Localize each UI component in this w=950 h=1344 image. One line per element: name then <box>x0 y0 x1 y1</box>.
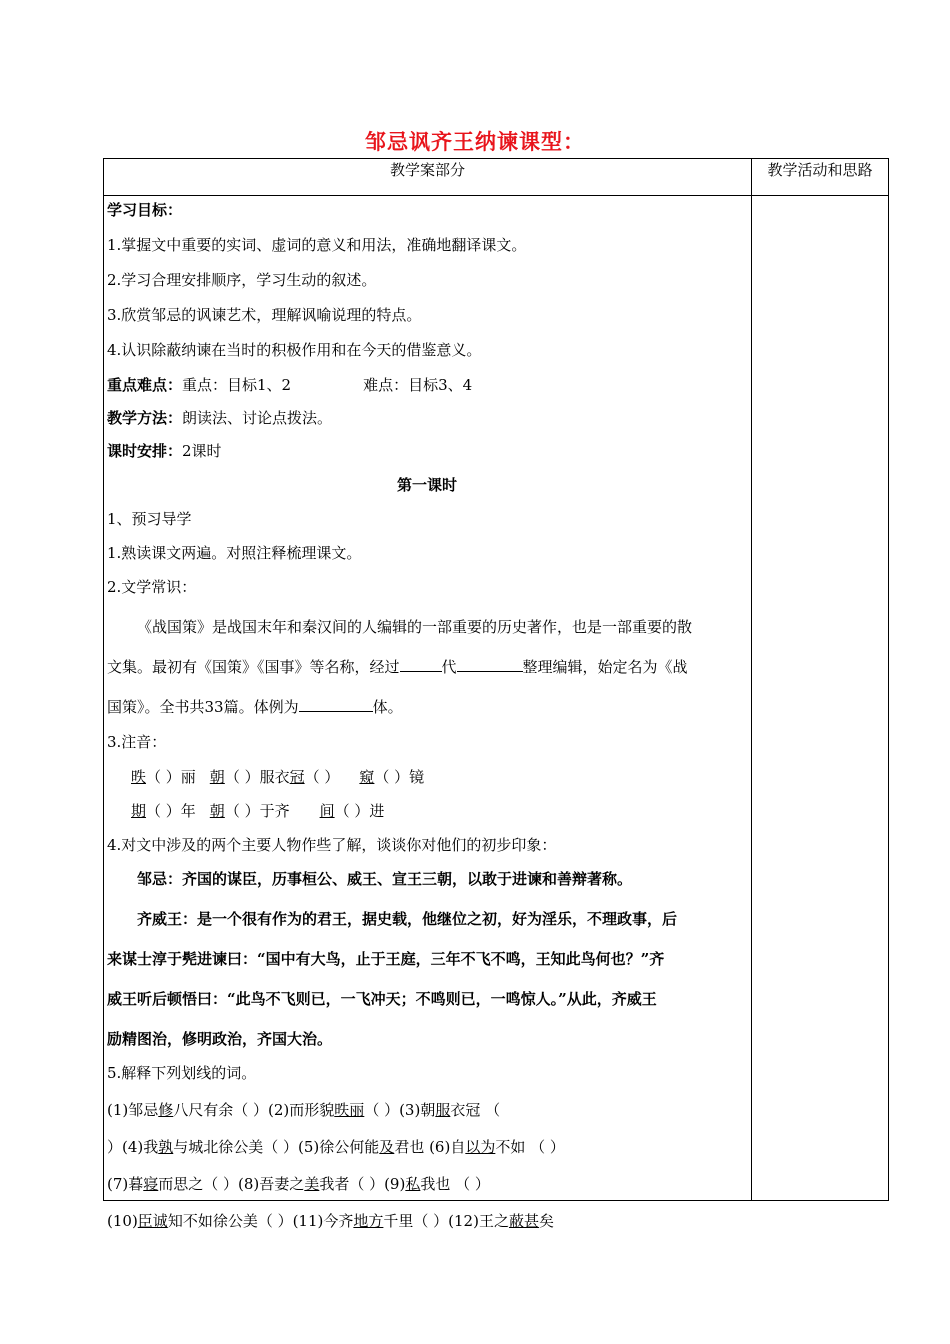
text-segment: (7)暮 <box>107 1175 144 1193</box>
page-title: 邹忌讽齐王纳谏课型： <box>365 130 585 154</box>
keypoints-line <box>104 375 751 395</box>
pinyin-blank: （ ）年 <box>146 802 196 820</box>
text-segment: (1)邹忌 <box>107 1101 159 1119</box>
lesson-heading: 第一课时 <box>396 476 457 494</box>
schedule-label: 课时安排： <box>107 442 183 460</box>
underlined-word: 私 <box>405 1175 421 1193</box>
pinyin-row <box>104 767 751 787</box>
table-header-row <box>104 159 889 196</box>
underlined-word: 臣诚 <box>137 1212 168 1230</box>
pinyin-blank: （ ）镜 <box>374 768 425 786</box>
explain-title: 5.解释下列划线的词。 <box>107 1064 257 1082</box>
figure-weiwang: 来谋士淳于髡进谏曰：“国中有大鸟，止于王庭，三年不飞不鸣，王知此鸟何也？”齐 <box>107 950 665 968</box>
goal-item: 4.认识除蔽纳谏在当时的积极作用和在今天的借鉴意义。 <box>107 341 482 359</box>
fill-blank[interactable] <box>400 657 442 672</box>
pinyin-char: 昳 <box>131 768 147 786</box>
explain-row <box>104 1137 751 1157</box>
method-line <box>104 408 751 428</box>
text-segment: 八尺有余（ ）(2)而形貌 <box>173 1101 335 1119</box>
lesson-plan-table <box>103 158 889 1230</box>
underlined-word: 及 <box>379 1138 395 1156</box>
text-segment: 矣 <box>538 1212 554 1230</box>
preview-item: 2.文学常识： <box>107 578 197 596</box>
pinyin-char: 窥 <box>359 768 375 786</box>
keypoints-hard: 难点：目标3、4 <box>363 376 473 394</box>
text-segment: 君也 (6)自 <box>394 1138 466 1156</box>
text-segment: （ ）(3)朝 <box>364 1101 436 1119</box>
text-segment: 衣冠 （ <box>450 1101 501 1119</box>
literature-line <box>104 657 751 677</box>
plan-content-cell <box>104 196 752 1230</box>
underlined-word: 美 <box>304 1175 320 1193</box>
figure-zouji: 邹忌：齐国的谋臣，历事桓公、威王、宣王三朝，以敢于进谏和善辩著称。 <box>137 870 633 888</box>
pinyin-char: 期 <box>131 802 147 820</box>
keypoints-key: 重点：目标1、2 <box>182 376 292 394</box>
text-segment: 我者（ ）(9) <box>319 1175 406 1193</box>
literature-line <box>104 697 751 717</box>
text-segment: 国策》。全书共33篇。体例为 <box>107 698 299 716</box>
pinyin-blank: （ ）服衣 <box>224 768 290 786</box>
text-segment: 代 <box>441 658 457 676</box>
figure-weiwang: 齐威王：是一个很有作为的君王，据史载，他继位之初，好为淫乐，不理政事，后 <box>137 910 678 928</box>
text-segment: 我也 （ ） <box>420 1175 490 1193</box>
text-segment: 与城北徐公美（ ）(5)徐公何能 <box>173 1138 380 1156</box>
goals-label: 学习目标： <box>107 201 183 219</box>
underlined-word: 地方 <box>353 1212 384 1230</box>
text-segment: 整理编辑，始定名为《战 <box>522 658 688 676</box>
goal-item: 3.欣赏邹忌的讽谏艺术，理解讽喻说理的特点。 <box>107 306 422 324</box>
schedule-text: 2课时 <box>182 442 222 460</box>
header-activity: 教学活动和思路 <box>752 159 889 196</box>
pinyin-char: 朝 <box>209 802 225 820</box>
figure-weiwang: 威王听后顿悟曰：“此鸟不飞则已，一飞冲天；不鸣则已，一鸣惊人。”从此，齐威王 <box>107 990 657 1008</box>
method-label: 教学方法： <box>107 409 183 427</box>
figure-weiwang: 励精图治，修明政治，齐国大治。 <box>107 1030 333 1048</box>
activity-notes-cell[interactable] <box>752 196 889 1201</box>
text-segment: (10) <box>107 1212 138 1230</box>
preview-title: 1、预习导学 <box>107 510 192 528</box>
underlined-word: 服 <box>435 1101 451 1119</box>
underlined-word: 孰 <box>158 1138 174 1156</box>
text-segment: 而思之（ ）(8)吾妻之 <box>158 1175 305 1193</box>
explain-row <box>104 1174 751 1194</box>
text-segment: ）(4)我 <box>107 1138 159 1156</box>
text-segment: 不如 （ ） <box>495 1138 565 1156</box>
explain-row <box>104 1211 751 1231</box>
underlined-word: 寝 <box>143 1175 159 1193</box>
pinyin-blank: （ ）进 <box>334 802 385 820</box>
fill-blank[interactable] <box>299 697 373 712</box>
schedule-line <box>104 441 751 461</box>
pinyin-row <box>104 801 751 821</box>
pinyin-title: 3.注音： <box>107 733 167 751</box>
goal-item: 2.学习合理安排顺序，学习生动的叙述。 <box>107 271 377 289</box>
pinyin-blank: （ ） <box>304 768 340 786</box>
method-text: 朗读法、讨论点拨法。 <box>182 409 333 427</box>
header-plan: 教学案部分 <box>104 159 752 196</box>
preview-item: 1.熟读课文两遍。对照注释梳理课文。 <box>107 544 362 562</box>
text-segment: 文集。最初有《国策》《国事》等名称，经过 <box>107 658 400 676</box>
pinyin-char: 冠 <box>289 768 305 786</box>
pinyin-blank: （ ）丽 <box>146 768 196 786</box>
underlined-word: 蔽甚 <box>508 1212 539 1230</box>
underlined-word: 以为 <box>465 1138 496 1156</box>
goal-item: 1.掌握文中重要的实词、虚词的意义和用法，准确地翻译课文。 <box>107 236 527 254</box>
figures-question: 4.对文中涉及的两个主要人物作些了解，谈谈你对他们的初步印象： <box>107 836 557 854</box>
pinyin-blank: （ ）于齐 <box>224 802 290 820</box>
literature-line: 《战国策》是战国末年和秦汉间的人编辑的一部重要的历史著作，也是一部重要的散 <box>137 618 693 636</box>
keypoints-label: 重点难点： <box>107 376 183 394</box>
pinyin-char: 朝 <box>209 768 225 786</box>
text-segment: 体。 <box>372 698 403 716</box>
pinyin-char: 间 <box>319 802 335 820</box>
text-segment: 千里（ ）(12)王之 <box>383 1212 509 1230</box>
fill-blank[interactable] <box>457 657 523 672</box>
underlined-word: 修 <box>158 1101 174 1119</box>
underlined-word: 昳丽 <box>334 1101 365 1119</box>
explain-row <box>104 1100 751 1120</box>
text-segment: 知不如徐公美（ ）(11)今齐 <box>167 1212 354 1230</box>
